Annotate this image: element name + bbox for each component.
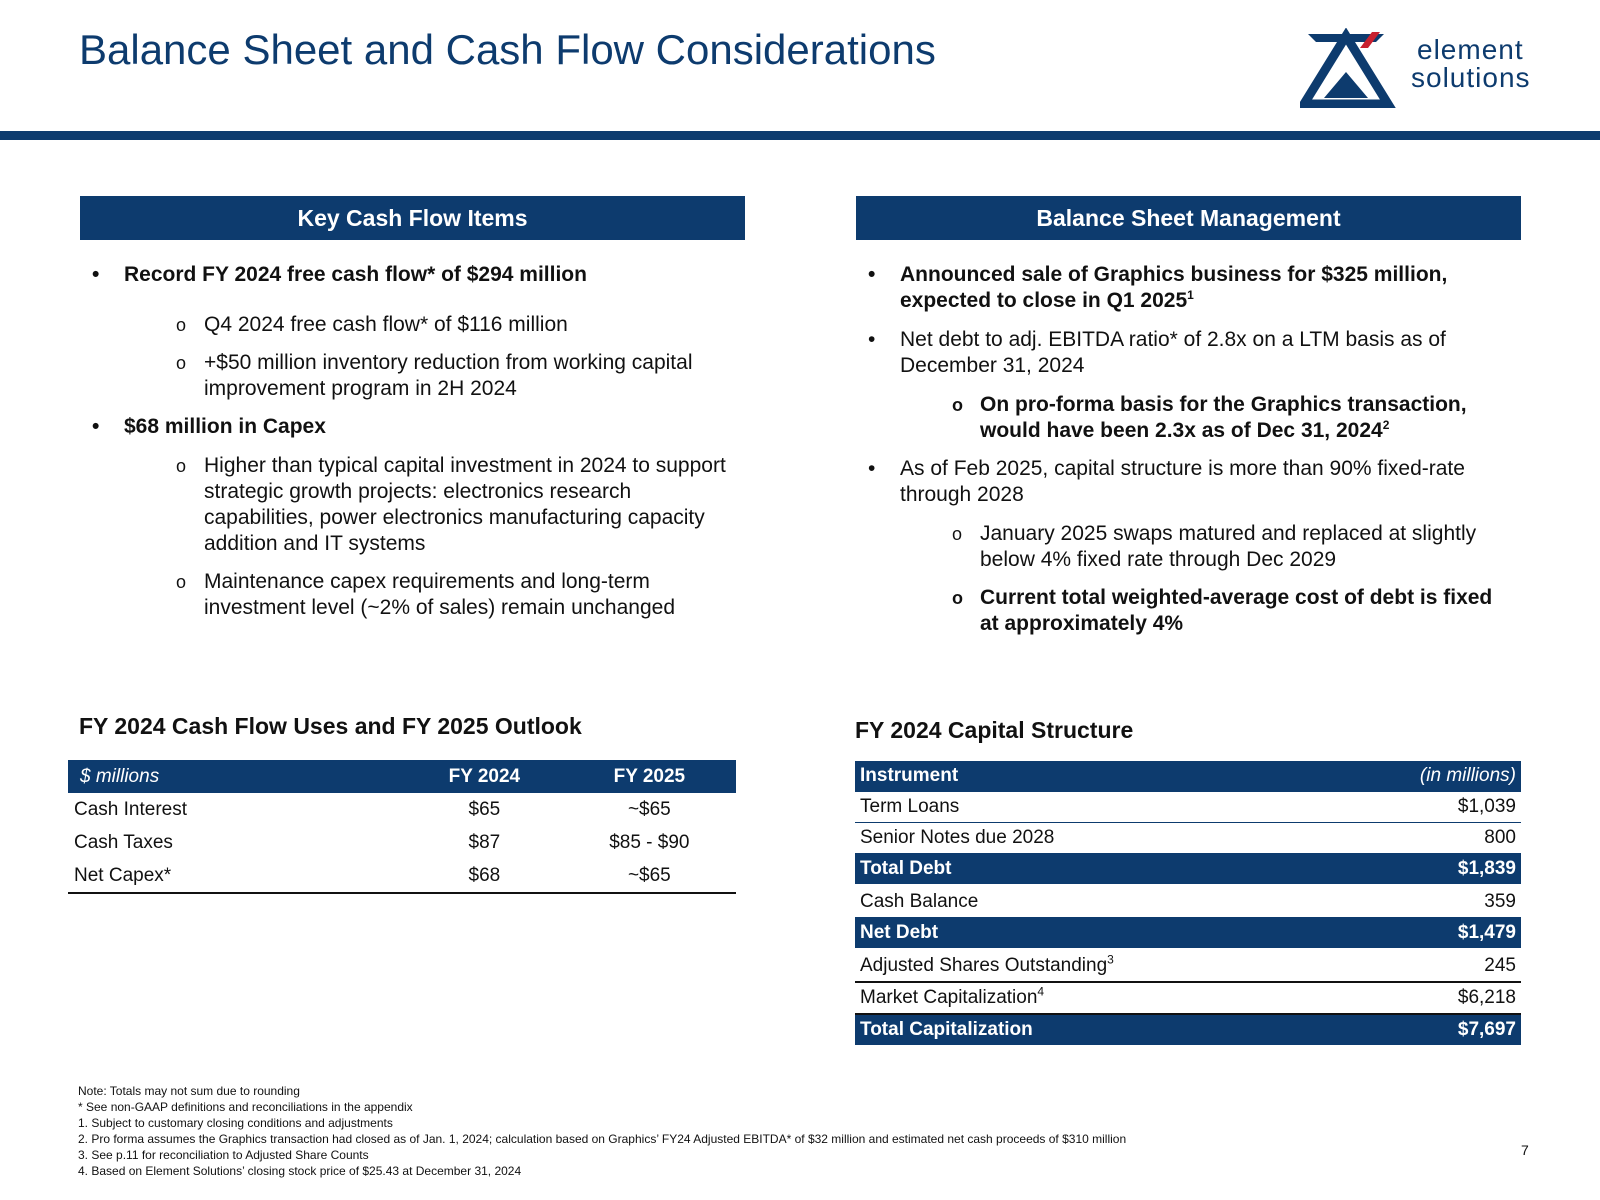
list-item: • As of Feb 2025, capital structure is more than 90% fixed-rate through 2028 [856,456,1516,508]
table-cell: ~$65 [627,798,671,820]
table-cell: Cash Balance [855,886,1330,918]
column-header: FY 2024 [406,760,563,793]
table-row-total [855,854,1521,886]
table-cell: ~$65 [563,859,736,893]
list-item: • Record FY 2024 free cash flow* of $294 million [80,262,740,288]
list-item: o Current total weighted-average cost of debt is fixed at approximately 4% [856,585,1516,637]
list-item-text: Announced sale of Graphics business for $325 million, expected to close in Q1 2025 [900,263,1448,312]
list-item: o Q4 2024 free cash flow* of $116 million [80,312,740,338]
footnote-ref: 3 [1107,952,1114,967]
table-cell: Cash Taxes [74,831,173,853]
table-cell: $1,839 [1330,854,1521,886]
footnote: * See non-GAAP definitions and reconciliations in the appendix [78,1100,413,1114]
table-cell: $7,697 [1330,1014,1521,1047]
footnote: 4. Based on Element Solutions’ closing stock price of $25.43 at December 31, 2024 [78,1164,522,1178]
cell-text: Market Capitalization [860,987,1038,1008]
table-cell: Term Loans [855,792,1330,823]
list-item: o January 2025 swaps matured and replaced at slightly below 4% fixed rate through Dec 2029 [856,521,1516,573]
balance-sheet-list [856,262,1516,649]
table-row-total [855,918,1521,950]
list-item: o Maintenance capex requirements and long-term investment level (~2% of sales) remain unchanged [80,569,740,621]
table-cell: $1,039 [1330,792,1521,823]
table-cell: $1,479 [1330,918,1521,950]
table-row [68,793,736,826]
table-cell: $85 - $90 [609,831,690,853]
footnote: 2. Pro forma assumes the Graphics transaction had closed as of Jan. 1, 2024; calculation based on Graphics’ FY24 Adjusted EBITDA* of $32 million and estimated net cash proceeds of $310 million [78,1132,1127,1146]
list-item: o +$50 million inventory reduction from working capital improvement program in 2H 2024 [80,350,740,402]
table-cell: Net Debt [855,918,1330,950]
column-header: Instrument [855,761,1330,792]
footnote: Note: Totals may not sum due to rounding [78,1084,300,1098]
table-row [68,859,736,893]
cell-text: Adjusted Shares Outstanding [860,955,1108,976]
table-header-row [68,760,736,793]
table-cell: 359 [1330,886,1521,918]
table-row [855,792,1521,823]
list-item: • Net debt to adj. EBITDA ratio* of 2.8x on a LTM basis as of December 31, 2024 [856,327,1516,379]
key-cash-flow-list [80,262,740,633]
list-item-text: On pro-forma basis for the Graphics transaction, would have been 2.3x as of Dec 31, 2024 [980,393,1467,442]
logo-wordmark [1411,36,1531,92]
table-cell: $6,218 [1330,982,1521,1014]
page-number: 7 [1521,1142,1529,1158]
footnote-ref: 2 [1382,418,1390,432]
table-row-total [855,1014,1521,1047]
table-cell: Net Capex* [68,859,406,893]
table-cell: Cash Interest [74,798,187,820]
cash-flow-table-title: FY 2024 Cash Flow Uses and FY 2025 Outlook [79,713,582,739]
table-row [855,886,1521,918]
list-item [856,392,1516,444]
table-header-row [855,761,1521,792]
table-row [855,982,1521,1014]
footnote-ref: 1 [1187,288,1194,302]
list-item [856,262,1516,314]
header-rule [0,131,1600,140]
page-title: Balance Sheet and Cash Flow Considerations [79,26,936,73]
table-row [855,950,1521,983]
table-cell: 800 [1330,823,1521,854]
column-header: FY 2025 [563,760,736,793]
table-row [855,823,1521,854]
list-item: • $68 million in Capex [80,414,740,440]
table-cell: $65 [468,798,501,820]
table-cell [855,950,1330,983]
table-cell: Total Capitalization [855,1014,1330,1047]
footnotes [78,1083,1126,1179]
logo-line2: solutions [1411,62,1531,93]
key-cash-flow-heading: Key Cash Flow Items [80,196,745,240]
cash-flow-table [68,760,736,894]
capital-structure-table [855,761,1521,1048]
balance-sheet-heading: Balance Sheet Management [856,196,1521,240]
footnote: 3. See p.11 for reconciliation to Adjusted Share Counts [78,1148,369,1162]
footnote: 1. Subject to customary closing conditions and adjustments [78,1116,393,1130]
table-cell: $68 [406,859,563,893]
table-cell: 245 [1330,950,1521,983]
logo-line1: element [1417,34,1524,65]
column-header: $ millions [68,760,406,793]
table-cell [855,982,1330,1014]
list-item: o Higher than typical capital investment in 2024 to support strategic growth projects: electronics research capabilities, power electronics manufacturing capacity addition and IT systems [80,453,740,557]
table-row [68,826,736,859]
capital-table-title: FY 2024 Capital Structure [855,717,1134,743]
table-cell: Total Debt [855,854,1330,886]
table-cell: Senior Notes due 2028 [855,823,1330,854]
table-cell: $87 [468,831,501,853]
column-header: (in millions) [1330,761,1521,792]
footnote-ref: 4 [1037,984,1045,999]
